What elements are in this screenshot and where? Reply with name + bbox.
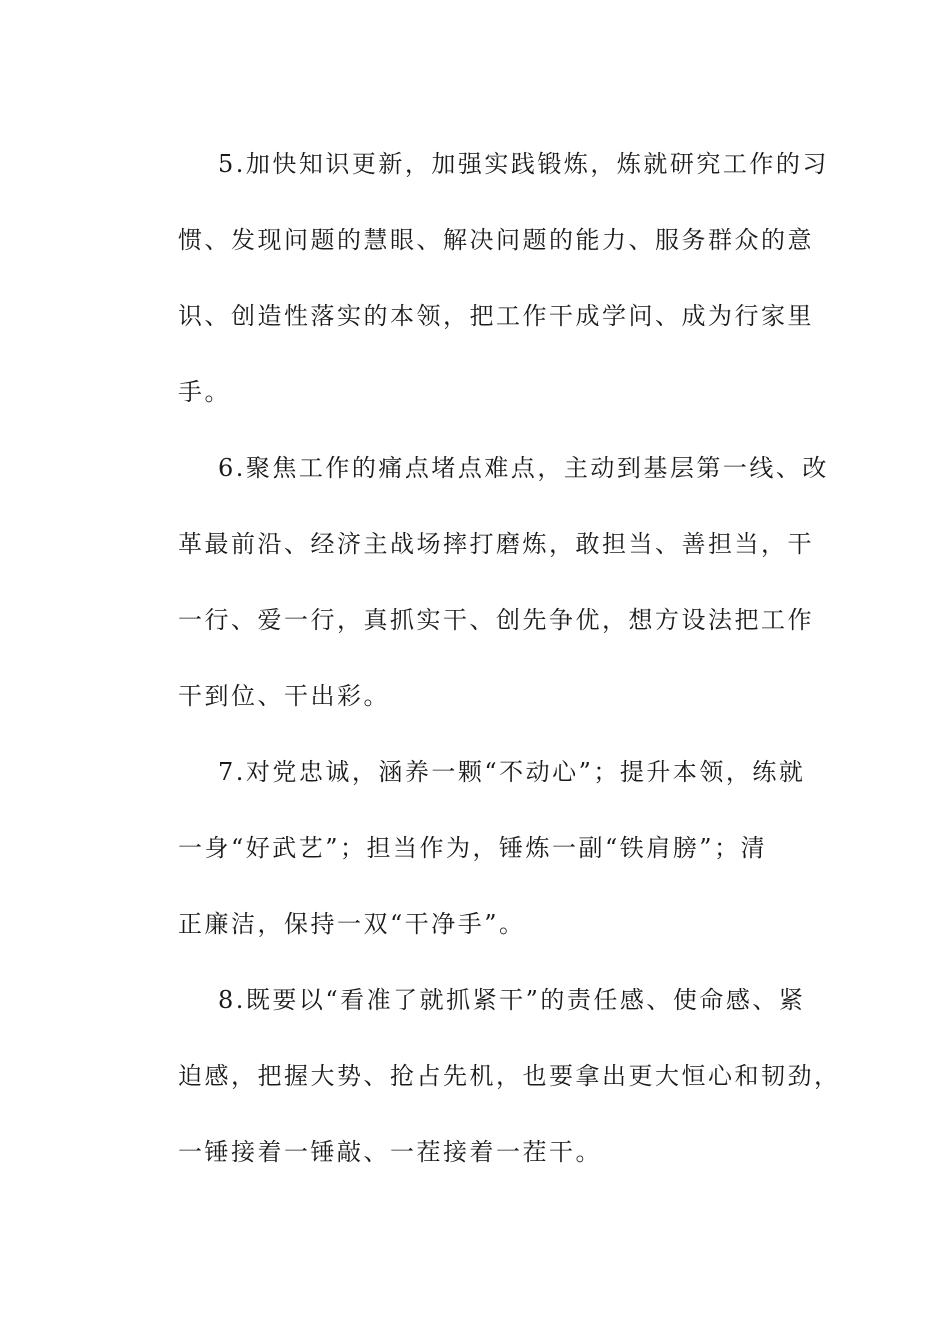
paragraph-line: 7.对党忠诚，涵养一颗“不动心”；提升本领，练就: [218, 758, 806, 786]
paragraph-line: 正廉洁，保持一双“干净手”。: [178, 910, 526, 938]
paragraph-5: [178, 126, 829, 430]
paragraph-line: 8.既要以“看准了就抓紧干”的责任感、使命感、紧: [218, 986, 806, 1014]
paragraph-7: [178, 734, 804, 962]
paragraph-line: 惯、发现问题的慧眼、解决问题的能力、服务群众的意: [178, 226, 814, 254]
paragraph-line: 一行、爱一行，真抓实干、创先争优，想方设法把工作: [178, 606, 814, 634]
paragraph-line: 手。: [178, 378, 231, 406]
paragraph-6: [178, 430, 829, 734]
paragraph-8: [178, 962, 841, 1190]
paragraph-line: 识、创造性落实的本领，把工作干成学问、成为行家里: [178, 302, 814, 330]
paragraph-line: 一锤接着一锤敲、一茬接着一茬干。: [178, 1138, 602, 1166]
paragraph-line: 一身“好武艺”；担当作为，锤炼一副“铁肩膀”；清: [178, 834, 768, 862]
paragraph-line: 革最前沿、经济主战场摔打磨炼，敢担当、善担当，干: [178, 530, 814, 558]
document-body: [178, 126, 841, 1190]
paragraph-line: 6.聚焦工作的痛点堵点难点，主动到基层第一线、改: [218, 454, 829, 482]
paragraph-line: 干到位、干出彩。: [178, 682, 390, 710]
paragraph-line: 5.加快知识更新，加强实践锻炼，炼就研究工作的习: [218, 150, 829, 178]
paragraph-line: 迫感，把握大势、抢占先机，也要拿出更大恒心和韧劲，: [178, 1062, 841, 1090]
